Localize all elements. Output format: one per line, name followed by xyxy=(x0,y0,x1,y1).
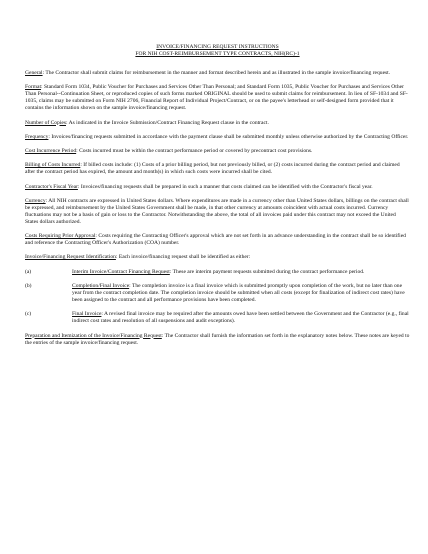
prior-approval-text: : Costs requiring the Contracting Officer's approval which are not set forth in an advance understanding in the contract shall be so identified and reference the Contracting Officer's Authorization (COA) number. xyxy=(25,233,406,247)
format-text: : Standard Form 1034, Public Voucher for Purchases and Services Other Than Personal; and Standard Form 1035, Public Voucher for Purchases and Services Other Than Personal--Continuation Sheet, or reproduced copies of such forms marked ORIGINAL should be used to submit claims for reimbursement. In lieu of SF-1034 and SF-1035, claims may be submitted on Form NIH 2706, Financial Report of Individual Project/Contract, or on the payee's letterhead or self-designed form provided that it contains the information shown on the sample invoice/financing request. xyxy=(25,84,408,112)
list-item-text: : A revised final invoice may be required after the amounts owed have been settled between the Government and the Contractor (e.g., final indirect cost rates and resolution of all suspensions and audit exceptions). xyxy=(72,311,409,325)
list-item-heading: Completion/Final Invoice xyxy=(72,282,130,289)
prior-approval-paragraph xyxy=(25,233,410,247)
list-item-text: : These are interim payment requests submitted during the contract performance period. xyxy=(169,268,365,275)
format-heading: Format xyxy=(25,84,42,91)
list-item xyxy=(25,283,410,304)
general-heading: General xyxy=(25,70,43,76)
document-title xyxy=(25,44,410,58)
frequency-heading: Frequency xyxy=(25,133,49,140)
prior-approval-heading: Costs Requiring Prior Approval xyxy=(25,233,96,240)
list-item-label: (b) xyxy=(25,282,32,289)
preparation-paragraph xyxy=(25,333,410,347)
billing-heading: Billing of Costs Incurred xyxy=(25,162,81,169)
general-text: : The Contractor shall submit claims for reimbursement in the manner and format described herein and as illustrated in the sample invoice/financing request. xyxy=(42,70,391,76)
billing-text: : If billed costs include: (1) Costs of a prior billing period, but not previously billed, or (2) costs incurred during the contract period and claimed after the contract period has expired, the amount and month(s) in which such costs were incurred shall be cited. xyxy=(25,162,400,176)
title-line-1: INVOICE/FINANCING REQUEST INSTRUCTIONS xyxy=(156,44,279,50)
list-item xyxy=(25,269,410,276)
title-line-2: FOR NIH COST-REIMBURSEMENT TYPE CONTRACTS, NIH(RC)-1 xyxy=(135,51,300,57)
currency-text: : All NIH contracts are expressed in United States dollars. Where expenditures are made in a currency other than United States dollars, billings on the contract shall be expressed, and reimbursement by the United States Government shall be made, in that other currency at amounts coincident with actual costs incurred. Currency fluctuations may not be a basis of gain or loss to the Contractor. Notwithstanding the above, the total of all invoices paid under this contract may not exceed the United States dollars authorized. xyxy=(25,197,409,225)
fiscal-year-text: : Invoices/financing requests shall be prepared in such a manner that costs claimed can be identified with the Contractor's fiscal year. xyxy=(77,183,373,190)
list-item xyxy=(25,311,410,325)
identification-text: : Each invoice/financing request shall be identified as either: xyxy=(115,254,251,261)
list-item-text: : The completion invoice is a final invoice which is submitted promptly upon completion of the work, but no later than one year from the contract completion date. The completion invoice should be submitted when all costs (except for finalization of indirect cost rates) have been assigned to the contract and all performance provisions have been completed. xyxy=(72,282,405,304)
identification-paragraph xyxy=(25,254,410,261)
fiscal-year-heading: Contractor's Fiscal Year xyxy=(25,183,78,190)
fiscal-year-paragraph xyxy=(25,184,410,191)
identification-heading: Invoice/Financing Request Identification xyxy=(25,254,116,261)
copies-heading: Number of Copies xyxy=(25,119,66,126)
frequency-paragraph xyxy=(25,134,410,141)
cost-incurrence-paragraph xyxy=(25,148,410,155)
list-item-heading: Interim Invoice/Contract Financing Request xyxy=(72,268,170,275)
billing-paragraph xyxy=(25,162,410,176)
list-item-label: (a) xyxy=(25,268,32,275)
list-item-label: (c) xyxy=(25,311,32,318)
list-item-heading: Final Invoice xyxy=(72,311,102,318)
format-paragraph xyxy=(25,84,410,112)
currency-heading: Currency xyxy=(25,197,46,204)
preparation-text: : The Contractor shall furnish the information set forth in the explanatory notes below. These notes are keyed to the entries of the sample invoice/financing request. xyxy=(25,332,410,346)
preparation-heading: Preparation and Itemization of the Invoice/Financing Request xyxy=(25,332,162,339)
copies-paragraph xyxy=(25,120,410,127)
frequency-text: : Invoices/financing requests submitted in accordance with the payment clause shall be submitted monthly unless otherwise authorized by the Contracting Officer. xyxy=(48,133,409,140)
document-page xyxy=(25,44,410,354)
cost-incurrence-text: : Costs incurred must be within the contract performance period or covered by precontract cost provisions. xyxy=(76,148,313,155)
general-paragraph xyxy=(25,70,410,77)
copies-text: : As indicated in the Invoice Submission/Contract Financing Request clause in the contract. xyxy=(65,119,269,126)
currency-paragraph xyxy=(25,198,410,226)
cost-incurrence-heading: Cost Incurrence Period xyxy=(25,148,77,155)
